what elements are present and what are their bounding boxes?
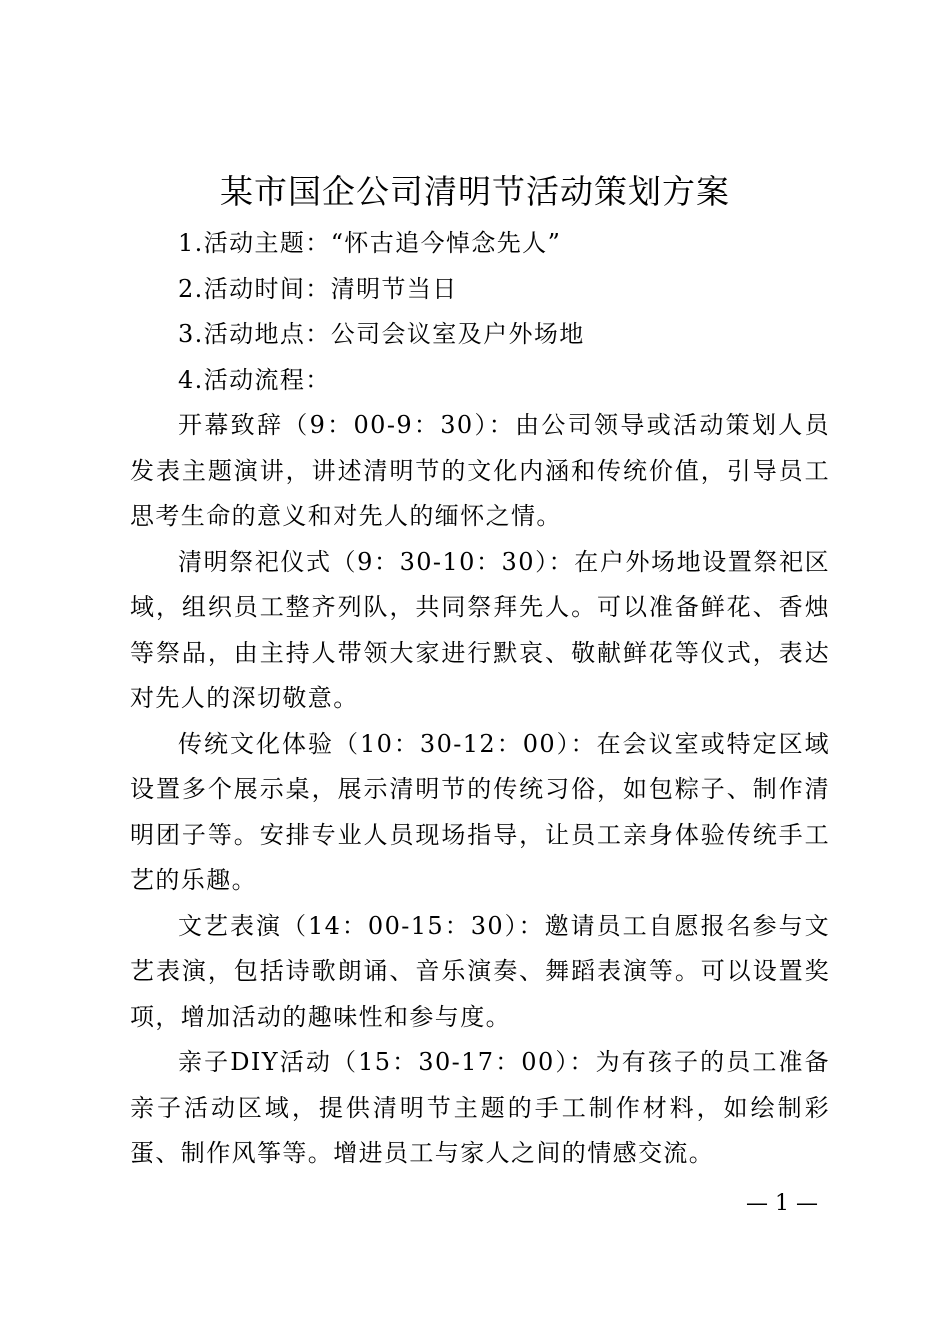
paragraph-opening-speech: 开幕致辞（9：00-9：30）：由公司领导或活动策划人员发表主题演讲，讲述清明节的文化内涵和传统价值，引导员工思考生命的意义和对先人的缅怀之情。 [130, 411, 830, 530]
document-title: 某市国企公司清明节活动策划方案 [220, 172, 730, 211]
paragraph-process-heading: 4.活动流程： [178, 365, 331, 394]
paragraph-parent-child-diy: 亲子DIY活动（15：30-17：00）：为有孩子的员工准备亲子活动区域，提供清明节主题的手工制作材料，如绘制彩蛋、制作风筝等。增进员工与家人之间的情感交流。 [130, 1048, 830, 1167]
document-body [130, 221, 830, 1177]
page-number: — 1 — [746, 1191, 818, 1216]
paragraph-memorial-ceremony: 清明祭祀仪式（9：30-10：30）：在户外场地设置祭祀区域，组织员工整齐列队，共同祭拜先人。可以准备鲜花、香烛等祭品，由主持人带领大家进行默哀、敬献鲜花等仪式，表达对先人的深切敬意。 [130, 547, 830, 712]
paragraph-theme: 1.活动主题：“怀古追今悼念先人” [178, 229, 562, 257]
paragraph-culture-experience: 传统文化体验（10：30-12：00）：在会议室或特定区域设置多个展示桌，展示清明节的传统习俗，如包粽子、制作清明团子等。安排专业人员现场指导，让员工亲身体验传统手工艺的乐趣。 [130, 729, 830, 894]
paragraph-location: 3.活动地点：公司会议室及户外场地 [178, 320, 585, 348]
paragraph-performance: 文艺表演（14：00-15：30）：邀请员工自愿报名参与文艺表演，包括诗歌朗诵、音乐演奏、舞蹈表演等。可以设置奖项，增加活动的趣味性和参与度。 [130, 911, 830, 1031]
paragraph-time: 2.活动时间：清明节当日 [178, 274, 458, 303]
